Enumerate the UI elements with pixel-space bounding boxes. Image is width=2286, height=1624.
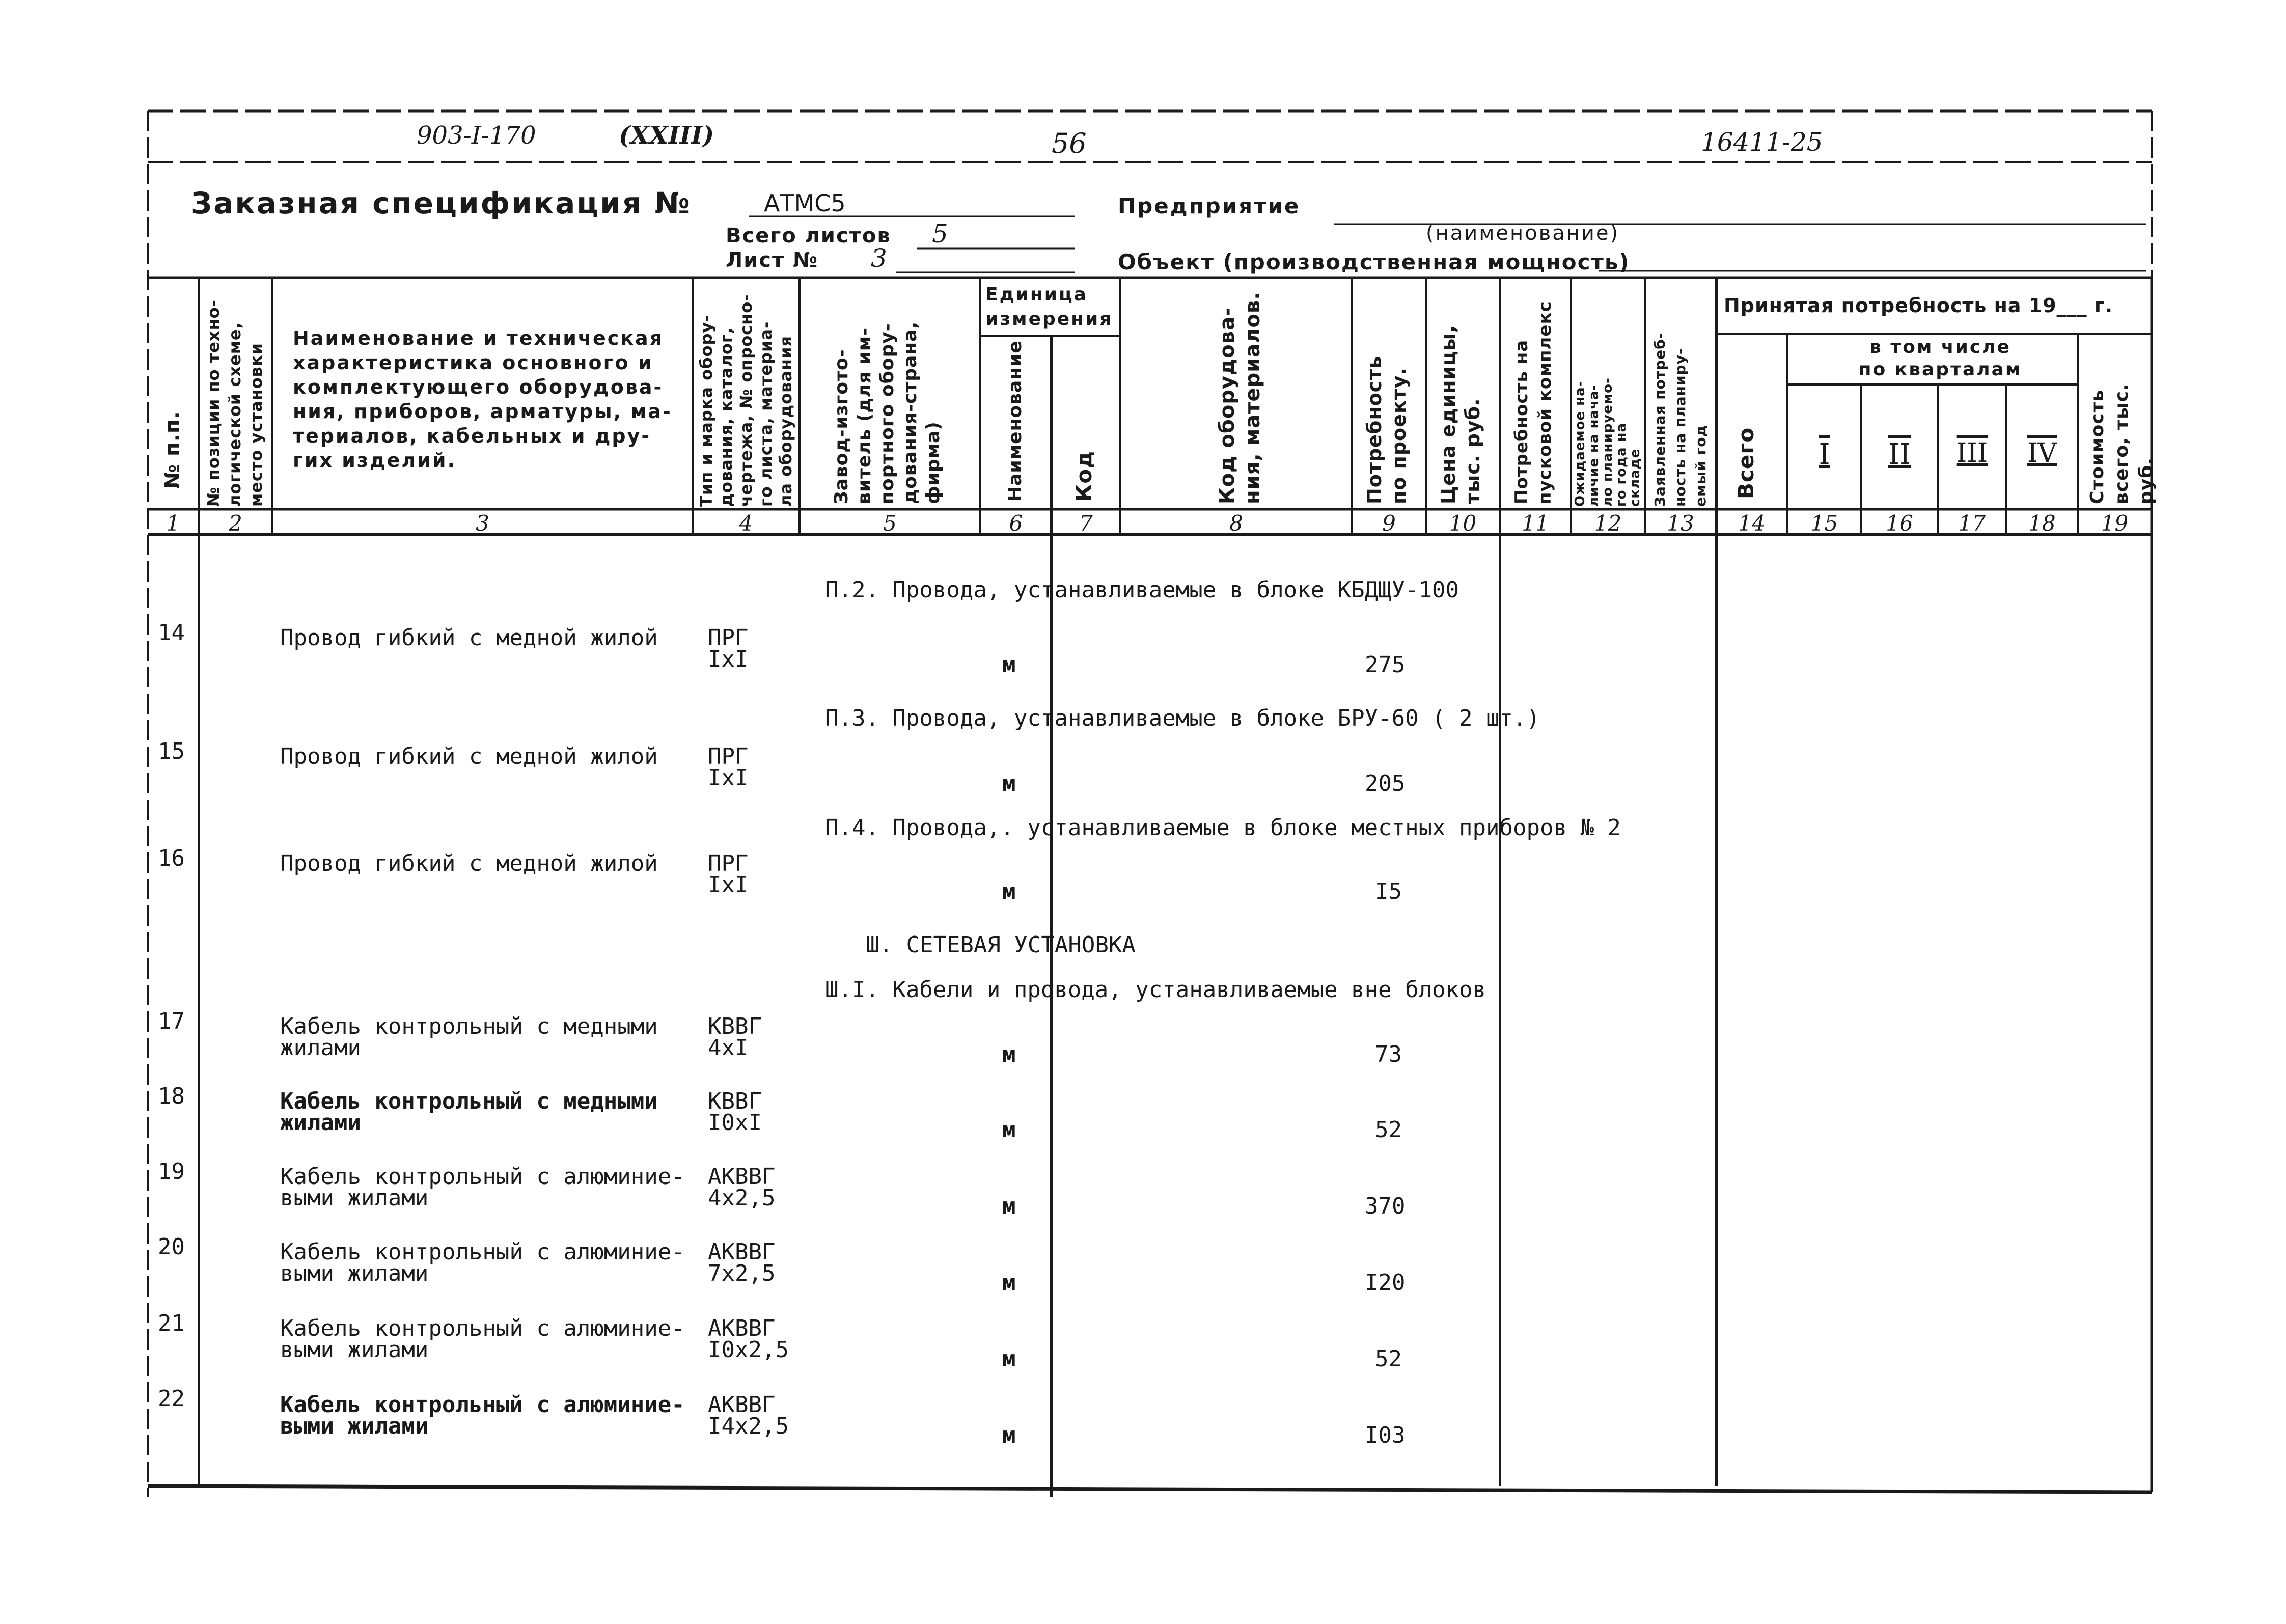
col-header-17: III: [1956, 438, 1988, 469]
object-label: Объект (производственная мощность): [1118, 250, 1630, 274]
col-number-4: 4: [739, 511, 753, 536]
col-number-13: 13: [1667, 511, 1694, 536]
row-type: АКВВГ I4x2,5: [708, 1392, 789, 1439]
row-number: 22: [158, 1386, 185, 1412]
col-header-10: Цена единицы, тыс. руб.: [1437, 324, 1484, 504]
row-qty: 370: [1365, 1193, 1406, 1219]
row-unit: м: [1002, 1041, 1016, 1067]
row-unit: м: [1002, 1346, 1016, 1372]
row-unit: м: [1002, 1270, 1016, 1296]
section-heading: П.3. Провода, устанавливаемые в блоке БРУ-60 ( 2 шт.): [825, 705, 1540, 731]
col-header-15: I: [1819, 438, 1830, 471]
sheet-number: 3: [871, 243, 887, 273]
col-header-5: Завод-изгото- витель (для им- портного обору- дования-страна, фирма): [831, 321, 944, 504]
sheet-label: Лист №: [726, 249, 819, 272]
col-number-15: 15: [1810, 511, 1838, 536]
row-number: 20: [158, 1234, 185, 1260]
album-number: (XXIII): [619, 121, 714, 150]
row-name: Кабель контрольный с медными жилами: [280, 1013, 658, 1061]
row-unit: м: [1002, 652, 1016, 678]
accepted-need-header: Принятая потребность на 19___ г.: [1724, 294, 2113, 317]
col-header-6: Наименование: [1005, 340, 1026, 502]
col-number-6: 6: [1009, 511, 1023, 536]
col-header-8: Код оборудова- ния, материалов.: [1216, 291, 1264, 504]
row-type: КВВГ 4xI: [708, 1013, 762, 1061]
col-header-4: Тип и марка обору- дования, каталог, чертежа, № опросно- го листа, материа- ла оборудования: [697, 294, 795, 507]
row-number: 16: [158, 845, 185, 871]
row-type: КВВГ I0xI: [708, 1088, 762, 1136]
row-number: 18: [158, 1083, 185, 1109]
row-type: ПРГ IxI: [708, 744, 749, 791]
total-sheets: 5: [932, 219, 948, 249]
col-number-2: 2: [229, 511, 242, 536]
quarters-label: в том числе по кварталам: [1858, 337, 2022, 380]
row-number: 14: [158, 620, 185, 646]
row-name: Кабель контрольный с алюминие- выми жилами: [280, 1164, 685, 1211]
section-heading: Ш. СЕТЕВАЯ УСТАНОВКА: [866, 932, 1136, 958]
col-number-17: 17: [1958, 511, 1986, 536]
inventory-number: 16411-25: [1701, 127, 1823, 157]
spec-title: Заказная спецификация №: [191, 186, 692, 221]
section-heading: П.2. Провода, устанавливаемые в блоке КБДЩУ-100: [825, 577, 1459, 603]
row-name: Кабель контрольный с медными жилами: [280, 1088, 658, 1136]
spec-number: АТМС5: [764, 189, 846, 217]
col-number-5: 5: [883, 511, 897, 536]
document-code: 903-I-170: [417, 121, 536, 150]
row-unit: м: [1002, 878, 1016, 904]
enterprise-label: Предприятие: [1118, 194, 1301, 218]
col-number-7: 7: [1079, 511, 1093, 536]
row-type: АКВВГ 4x2,5: [708, 1164, 776, 1211]
col-number-18: 18: [2028, 511, 2056, 536]
row-name: Провод гибкий с медной жилой: [280, 744, 658, 769]
row-number: 15: [158, 738, 185, 764]
col-header-14: Всего: [1733, 427, 1758, 499]
row-name: Провод гибкий с медной жилой: [280, 625, 658, 651]
row-type: ПРГ IxI: [708, 625, 749, 672]
col-number-14: 14: [1738, 511, 1766, 536]
col-header-7: Код: [1071, 450, 1096, 502]
row-name: Кабель контрольный с алюминие- выми жилами: [280, 1392, 685, 1439]
row-qty: I5: [1375, 878, 1402, 904]
name-hint: (наименование): [1426, 222, 1620, 245]
row-qty: 52: [1375, 1346, 1402, 1372]
row-qty: I03: [1365, 1422, 1406, 1448]
col-header-11: Потребность на пусковой комплекс: [1511, 301, 1555, 504]
col-header-2: № позиции по техно- логической схеме, место установки: [204, 299, 266, 507]
row-qty: 52: [1375, 1117, 1402, 1143]
col-number-8: 8: [1229, 511, 1243, 536]
col-header-9: Потребность по проекту.: [1363, 355, 1410, 504]
row-number: 19: [158, 1159, 185, 1185]
row-number: 21: [158, 1310, 185, 1336]
row-name: Кабель контрольный с алюминие- выми жилами: [280, 1239, 685, 1286]
row-type: ПРГ IxI: [708, 850, 749, 898]
col-header-1: № п.п.: [161, 410, 184, 489]
col-number-12: 12: [1594, 511, 1622, 536]
col-number-9: 9: [1382, 511, 1396, 536]
row-type: АКВВГ I0x2,5: [708, 1315, 789, 1363]
row-unit: м: [1002, 1193, 1016, 1219]
col-number-11: 11: [1522, 511, 1549, 536]
row-qty: 205: [1365, 770, 1406, 796]
row-type: АКВВГ 7x2,5: [708, 1239, 776, 1286]
row-unit: м: [1002, 1422, 1016, 1448]
row-unit: м: [1002, 1117, 1016, 1143]
row-qty: 275: [1365, 652, 1406, 678]
row-name: Кабель контрольный с алюминие- выми жилами: [280, 1315, 685, 1363]
col-header-12: Ожидаемое на- личие на нача- ло планируемо- го года на складе: [1573, 377, 1643, 507]
section-heading: Ш.I. Кабели и провода, устанавливаемые вне блоков: [825, 977, 1486, 1003]
col-number-3: 3: [476, 511, 489, 536]
row-name: Провод гибкий с медной жилой: [280, 850, 658, 876]
col-header-18: IV: [2027, 438, 2057, 469]
col-number-16: 16: [1886, 511, 1913, 536]
col-number-1: 1: [166, 511, 180, 536]
section-heading: П.4. Провода,. устанавливаемые в блоке местных приборов № 2: [825, 815, 1621, 841]
page-number: 56: [1052, 127, 1087, 159]
row-qty: 73: [1375, 1041, 1402, 1067]
col-number-19: 19: [2101, 511, 2129, 536]
unit-group-header: Единица измерения: [985, 284, 1113, 329]
col-number-10: 10: [1449, 511, 1477, 536]
col-header-19: Стоимость всего, тыс. руб.: [2087, 383, 2157, 504]
row-qty: I20: [1365, 1270, 1406, 1296]
row-unit: м: [1002, 770, 1016, 796]
col-header-3: Наименование и техническая характеристика основного и комплектующего оборудова- ния, приборов, арматуры, ма- териалов, кабельных и дру- гих изделий.: [293, 327, 672, 472]
col-header-16: II: [1888, 438, 1911, 471]
row-number: 17: [158, 1008, 185, 1034]
col-header-13: Заявленная потреб- ность на планиру- емый год: [1651, 332, 1709, 507]
total-sheets-label: Всего листов: [726, 224, 891, 247]
